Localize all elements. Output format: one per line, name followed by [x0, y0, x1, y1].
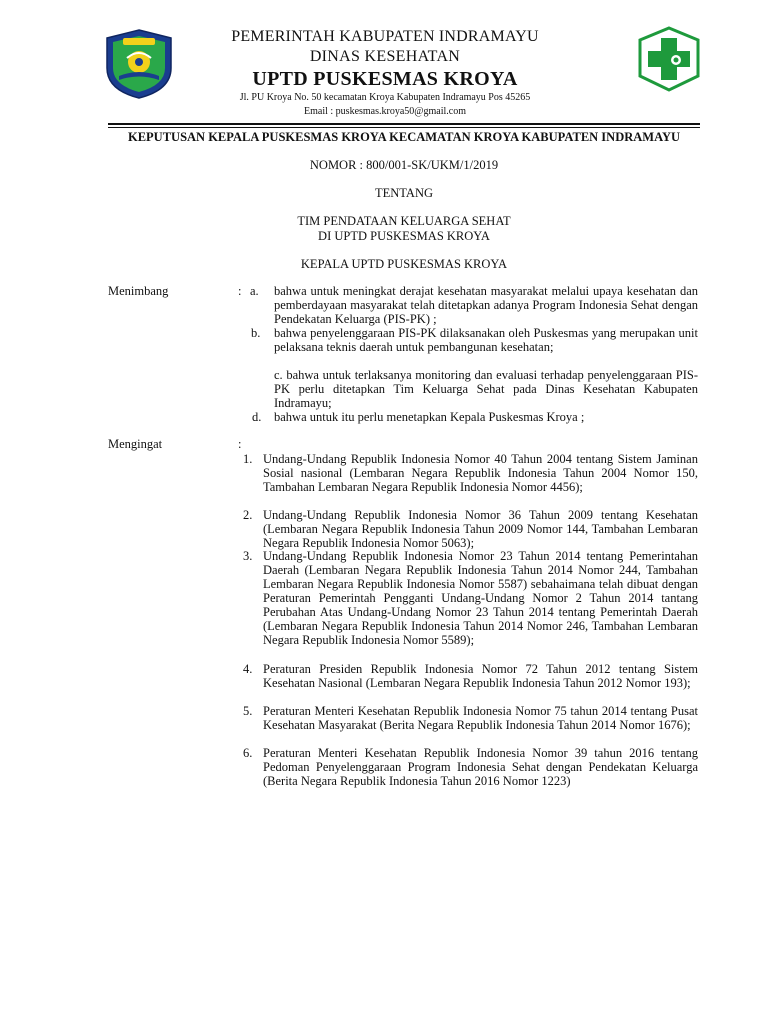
mengingat-label: Mengingat — [108, 437, 163, 451]
menimbang-mark: a. — [250, 284, 259, 298]
menimbang-mark: b. — [251, 326, 261, 340]
mengingat-mark: 6. — [243, 746, 253, 760]
government-name: PEMERINTAH KABUPATEN INDRAMAYU — [231, 28, 539, 45]
menimbang-item: bahwa penyelenggaraan PIS-PK dilaksanakan oleh Puskesmas yang merupakan unit pelaksana teknis daerah untuk pembangunan kesehatan; — [274, 326, 698, 354]
email-line: Email : puskesmas.kroya50@gmail.com — [304, 106, 466, 117]
mengingat-mark: 3. — [243, 549, 253, 563]
menimbang-item: bahwa untuk itu perlu menetapkan Kepala Puskesmas Kroya ; — [274, 410, 585, 424]
decree-title: KEPUTUSAN KEPALA PUSKESMAS KROYA KECAMATAN KROYA KABUPATEN INDRAMAYU — [127, 130, 681, 144]
mengingat-item: Undang-Undang Republik Indonesia Nomor 40 Tahun 2004 tentang Sistem Jaminan Sosial nasional (Lembaran Negara Republik Indonesia Tahun 2004 Nomor 150, Tambahan Lembaran Negara Republik Indonesia Nomor 4456); — [263, 452, 698, 494]
menimbang-item: bahwa untuk meningkat derajat kesehatan masyarakat melalui upaya kesehatan dan pemberdayaan masyarakat telah ditetapkan adanya Program Indonesia Sehat dengan Pendekatan Keluarga (PIS-PK) ; — [274, 284, 698, 326]
mengingat-item: Peraturan Presiden Republik Indonesia Nomor 72 Tahun 2012 tentang Sistem Kesehatan Nasional (Lembaran Negara Republik Indonesia Tahun 2012 Nomor 193); — [263, 662, 698, 690]
mengingat-item: Undang-Undang Republik Indonesia Nomor 36 Tahun 2009 tentang Kesehatan (Lembaran Negara Republik Indonesia Tahun 2009 Nomor 144, Tambahan Lembaran Negara Republik Indonesia Nomor 5063); — [263, 508, 698, 550]
header-divider-thick — [108, 123, 700, 125]
decree-issuer: KEPALA UPTD PUSKESMAS KROYA — [300, 257, 508, 271]
mengingat-mark: 5. — [243, 704, 253, 718]
mengingat-item: Peraturan Menteri Kesehatan Republik Indonesia Nomor 39 tahun 2016 tentang Pedoman Penyelenggaraan Program Indonesia Sehat dengan Pendekatan Keluarga (Berita Negara Republik Indonesia Tahun 2016 Nomor 1223) — [263, 746, 698, 788]
header-divider-thin — [108, 127, 700, 128]
menimbang-colon: : — [238, 284, 242, 298]
decree-subject-line1: TIM PENDATAAN KELUARGA SEHAT — [297, 214, 511, 228]
department-name: DINAS KESEHATAN — [309, 48, 461, 65]
menimbang-item: c. bahwa untuk terlaksanya monitoring dan evaluasi terhadap penyelenggaraan PIS-PK perlu ditetapkan Tim Keluarga Sehat pada Dinas Kesehatan Kabupaten Indramayu; — [274, 368, 698, 410]
mengingat-item: Peraturan Menteri Kesehatan Republik Indonesia Nomor 75 tahun 2014 tentang Pusat Kesehatan Masyarakat (Berita Negara Republik Indonesia Tahun 2014 Nomor 1676); — [263, 704, 698, 732]
mengingat-colon: : — [238, 437, 242, 451]
decree-about: TENTANG — [374, 186, 433, 200]
mengingat-mark: 2. — [243, 508, 253, 522]
decree-number: NOMOR : 800/001-SK/UKM/1/2019 — [309, 158, 499, 172]
mengingat-mark: 4. — [243, 662, 253, 676]
mengingat-item: Undang-Undang Republik Indonesia Nomor 23 Tahun 2014 tentang Pemerintahan Daerah (Lembaran Negara Republik Indonesia Tahun 2014 Nomor 244, Tambahan Lembaran Negara Republik Indonesia Nomor 5587) sebahaimana telah dibuat dengan Peraturan Pemerintah Pengganti Undang-Undang Nomor 2 Tahun 2014 tantang Perubahan Atas Undang-Undang Nomor 23 Tahun 2014 tentang Pemerintah Daerah (Lembaran Negara Republik Indonesia Tahun 2014 Nomor 246, Tambahan Lembaran Negara Republik Indonesia Nomor 5589); — [263, 549, 698, 647]
puskesmas-cross-logo — [636, 26, 702, 92]
menimbang-mark: d. — [252, 410, 262, 424]
decree-subject-line2: DI UPTD PUSKESMAS KROYA — [318, 229, 490, 243]
menimbang-label: Menimbang — [108, 284, 169, 298]
mengingat-mark: 1. — [243, 452, 253, 466]
address-line: Jl. PU Kroya No. 50 kecamatan Kroya Kabupaten Indramayu Pos 45265 — [239, 92, 531, 103]
institution-name: UPTD PUSKESMAS KROYA — [252, 68, 518, 90]
